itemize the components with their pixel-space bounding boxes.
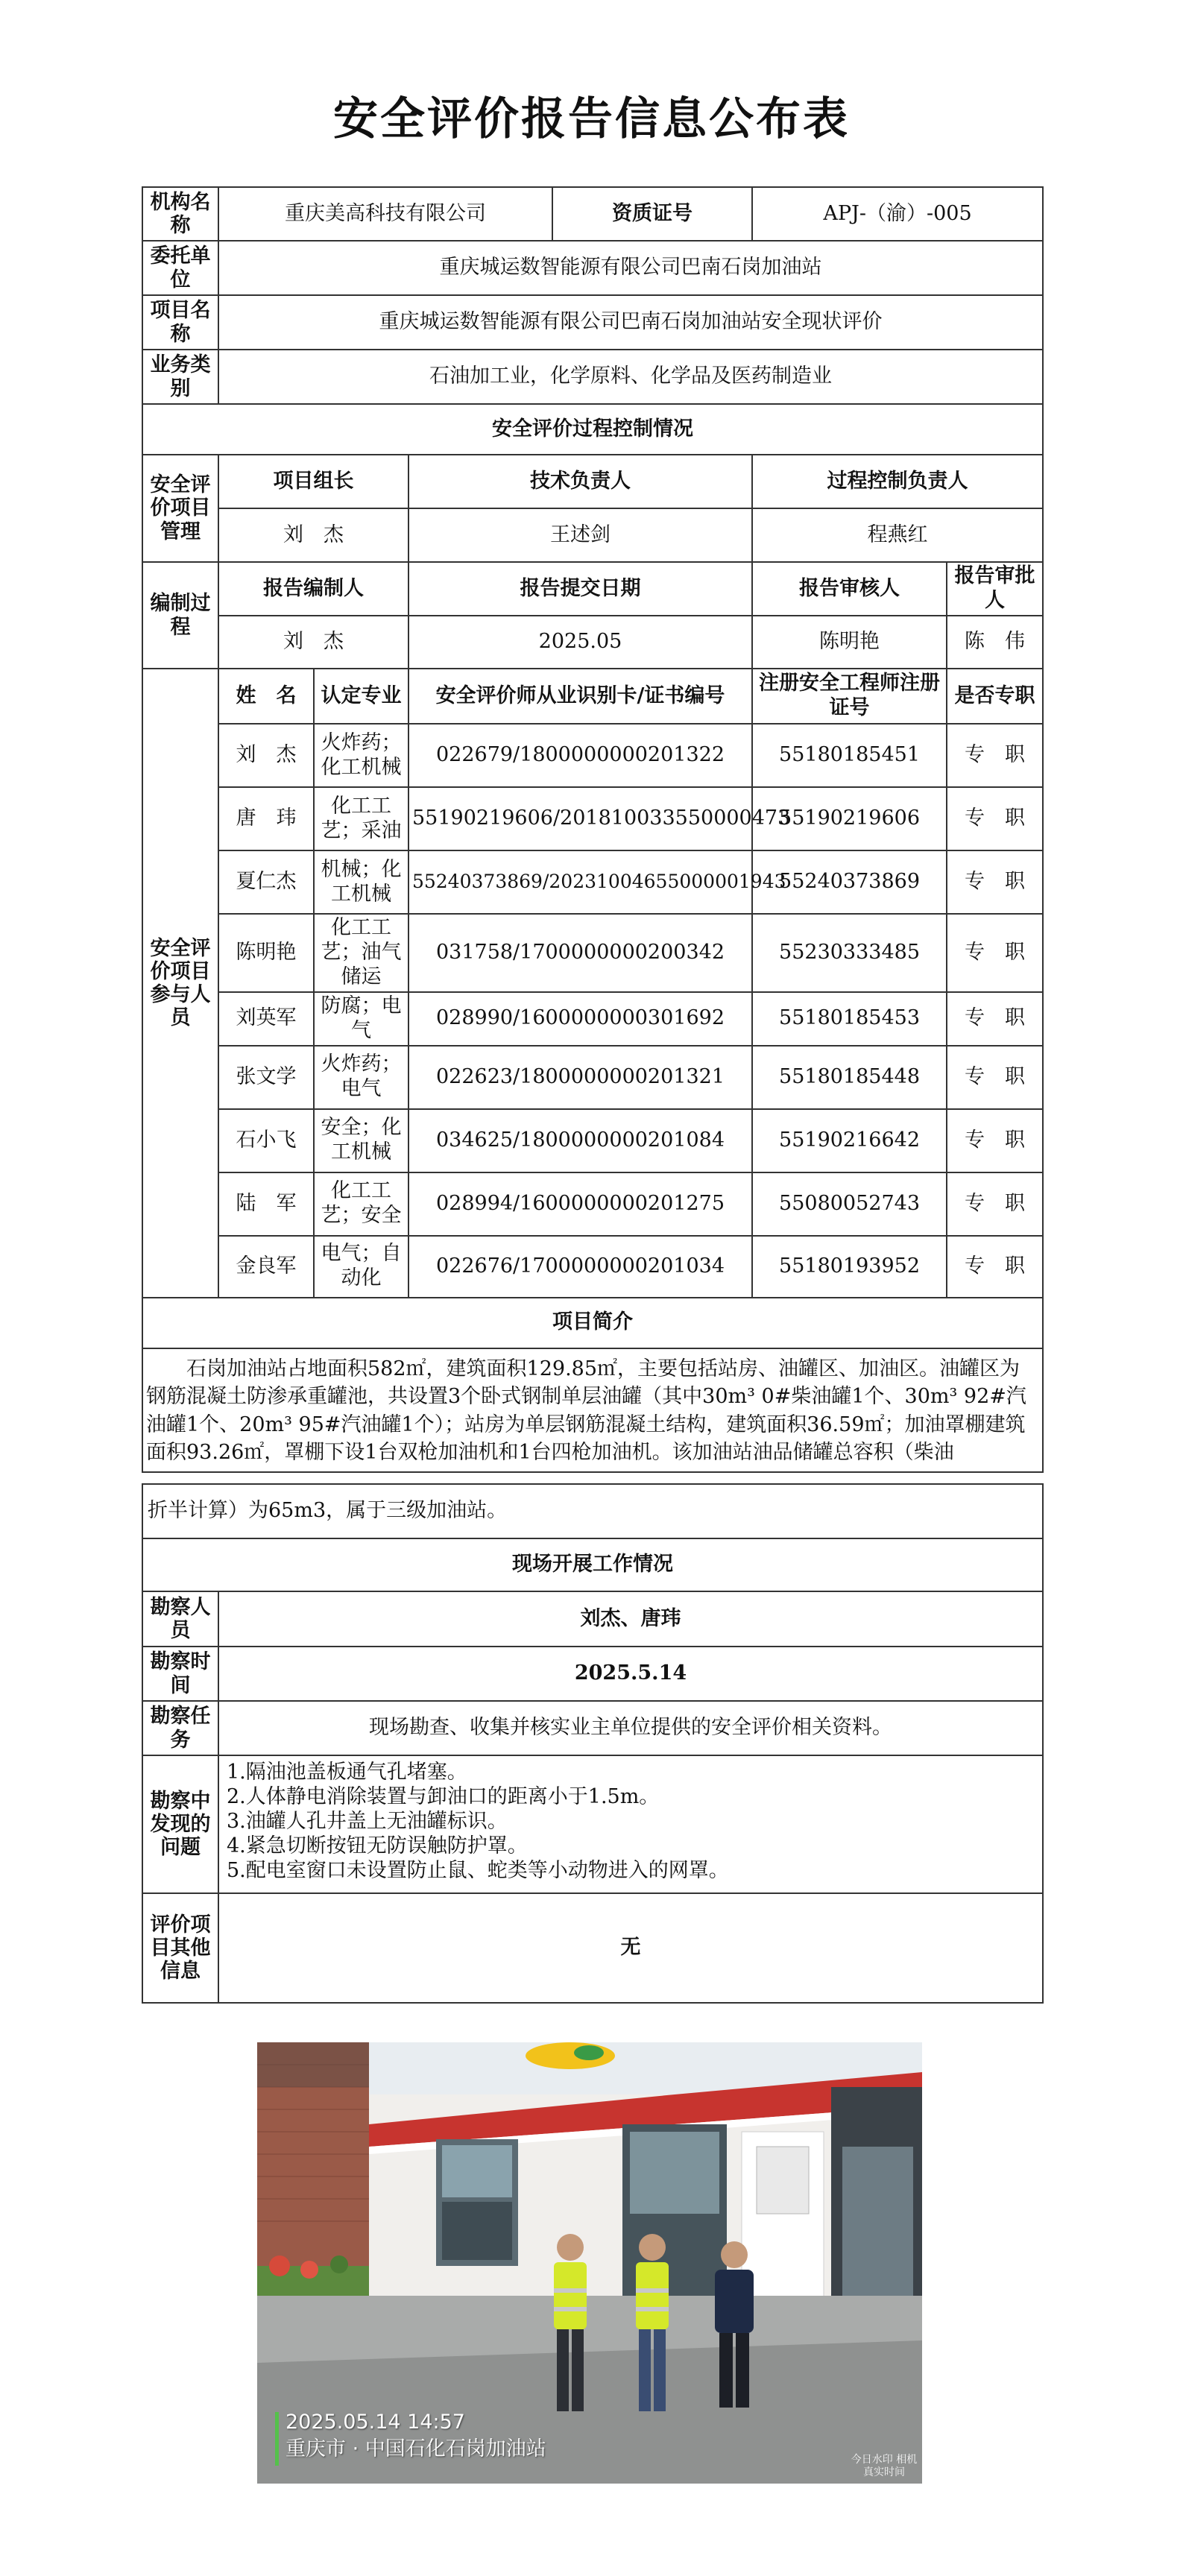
participant-card: 022679/1800000000201322 [408, 724, 752, 787]
intro-text-continued: 折半计算）为65m3，属于三级加油站。 [142, 1484, 1043, 1538]
participant-major: 安全；化工机械 [314, 1109, 408, 1172]
participant-row [142, 1172, 1043, 1236]
participant-row [142, 724, 1043, 787]
management-label: 安全评价项目管理 [142, 455, 218, 562]
project-value: 重庆城运数智能源有限公司巴南石岗加油站安全现状评价 [218, 295, 1043, 350]
other-info-label: 评价项目其他信息 [142, 1893, 218, 2003]
participants-label: 安全评价项目参与人员 [142, 669, 218, 1298]
client-value: 重庆城运数智能源有限公司巴南石岗加油站 [218, 241, 1043, 295]
participant-major: 火炸药；化工机械 [314, 724, 408, 787]
participant-row [142, 914, 1043, 992]
compile-author: 刘 杰 [218, 616, 408, 669]
participant-name: 刘 杰 [218, 724, 314, 787]
info-table [142, 186, 1044, 1473]
participant-major: 电气；自动化 [314, 1236, 408, 1298]
management-control: 程燕红 [752, 508, 1043, 562]
participant-row [142, 992, 1043, 1046]
participant-reg: 55080052743 [752, 1172, 947, 1236]
participant-name: 刘英军 [218, 992, 314, 1046]
intro-heading: 项目简介 [142, 1298, 1043, 1348]
compile-header-date: 报告提交日期 [408, 562, 752, 616]
participant-major: 化工工艺；采油 [314, 787, 408, 850]
participant-name: 唐 玮 [218, 787, 314, 850]
participant-fulltime: 专 职 [947, 787, 1043, 850]
participants-header-major: 认定专业 [314, 669, 408, 724]
page-title: 安全评价报告信息公布表 [333, 93, 850, 145]
participant-card: 55240373869/20231004655000001943 [408, 850, 752, 914]
problem-item: 2.人体静电消除装置与卸油口的距离小于1.5m。 [227, 1784, 660, 1808]
participant-row [142, 1109, 1043, 1172]
participant-fulltime: 专 职 [947, 724, 1043, 787]
compile-date: 2025.05 [408, 616, 752, 669]
participant-card: 031758/1700000000200342 [408, 914, 752, 992]
participant-name: 金良军 [218, 1236, 314, 1298]
cert-label: 资质证号 [552, 187, 752, 241]
compile-reviewer: 陈明艳 [752, 616, 947, 669]
management-header-control: 过程控制负责人 [752, 455, 1043, 508]
site-section-heading: 现场开展工作情况 [142, 1538, 1043, 1591]
participant-fulltime: 专 职 [947, 1046, 1043, 1109]
problem-item: 5.配电室窗口未设置防止鼠、蛇类等小动物进入的网罩。 [227, 1858, 729, 1882]
survey-time-value: 2025.5.14 [218, 1647, 1043, 1701]
participant-reg: 55190219606 [752, 787, 947, 850]
site-work-table [142, 1483, 1044, 2004]
management-header-leader: 项目组长 [218, 455, 408, 508]
participant-major: 机械；化工机械 [314, 850, 408, 914]
participant-name: 陆 军 [218, 1172, 314, 1236]
org-value: 重庆美高科技有限公司 [218, 187, 552, 241]
participant-reg: 55230333485 [752, 914, 947, 992]
survey-staff-value: 刘杰、唐玮 [218, 1591, 1043, 1647]
participants-header-reg: 注册安全工程师注册证号 [752, 669, 947, 724]
participant-fulltime: 专 职 [947, 1236, 1043, 1298]
participant-reg: 55180185448 [752, 1046, 947, 1109]
problems-list [218, 1755, 1043, 1893]
participant-name: 陈明艳 [218, 914, 314, 992]
participants-header-fulltime: 是否专职 [947, 669, 1043, 724]
client-label: 委托单位 [142, 241, 218, 295]
survey-staff-label: 勘察人员 [142, 1591, 218, 1647]
participant-fulltime: 专 职 [947, 914, 1043, 992]
compile-header-approver: 报告审批人 [947, 562, 1043, 616]
business-value: 石油加工业，化学原料、化学品及医药制造业 [218, 350, 1043, 404]
survey-task-value: 现场勘查、收集并核实业主单位提供的安全评价相关资料。 [218, 1701, 1043, 1755]
participant-card: 028990/1600000000301692 [408, 992, 752, 1046]
problem-item: 1.隔油池盖板通气孔堵塞。 [227, 1761, 467, 1784]
problems-label: 勘察中发现的问题 [142, 1755, 218, 1893]
participant-major: 防腐；电气 [314, 992, 408, 1046]
site-photo [257, 2042, 922, 2484]
management-tech: 王述剑 [408, 508, 752, 562]
photo-timestamp [286, 2409, 546, 2463]
other-info-value: 无 [218, 1893, 1043, 2003]
compile-label: 编制过程 [142, 562, 218, 669]
business-label: 业务类别 [142, 350, 218, 404]
watermark-logo: 今日水印 相机 真实时间 [851, 2454, 918, 2479]
compile-header-reviewer: 报告审核人 [752, 562, 947, 616]
management-header-tech: 技术负责人 [408, 455, 752, 508]
participant-reg: 55180185453 [752, 992, 947, 1046]
participant-major: 化工工艺；油气储运 [314, 914, 408, 992]
photo-datetime: 2025.05.14 14:57 [286, 2411, 465, 2434]
participant-major: 化工工艺；安全 [314, 1172, 408, 1236]
participant-row [142, 787, 1043, 850]
intro-text: 石岗加油站占地面积582㎡，建筑面积129.85㎡，主要包括站房、油罐区、加油区。油罐区为钢筋混凝土防渗承重罐池，共设置3个卧式钢制单层油罐（其中30m³ 0#柴油罐1个、30m³ 92#汽油罐1个、20m³ 95#汽油罐1个）；站房为单层钢筋混凝土结构，建筑面积36.59㎡；加油罩棚建筑面积93.26㎡，罩棚下设1台双枪加油机和1台四枪加油机。该加油站油品储罐总容积（柴油 [142, 1348, 1043, 1472]
participant-fulltime: 专 职 [947, 1109, 1043, 1172]
process-section-heading: 安全评价过程控制情况 [142, 404, 1043, 455]
participant-fulltime: 专 职 [947, 992, 1043, 1046]
participant-fulltime: 专 职 [947, 1172, 1043, 1236]
management-leader: 刘 杰 [218, 508, 408, 562]
participant-card: 022623/1800000000201321 [408, 1046, 752, 1109]
participant-card: 028994/1600000000201275 [408, 1172, 752, 1236]
participant-name: 张文学 [218, 1046, 314, 1109]
cert-value: APJ-（渝）-005 [752, 187, 1043, 241]
compile-header-author: 报告编制人 [218, 562, 408, 616]
timestamp-accent-bar [275, 2412, 279, 2466]
photo-location: 重庆市 · 中国石化石岗加油站 [286, 2437, 546, 2461]
participant-reg: 55190216642 [752, 1109, 947, 1172]
survey-time-label: 勘察时间 [142, 1647, 218, 1701]
problem-item: 3.油罐人孔井盖上无油罐标识。 [227, 1809, 508, 1833]
participants-header-name: 姓 名 [218, 669, 314, 724]
participant-reg: 55180193952 [752, 1236, 947, 1298]
participant-reg: 55180185451 [752, 724, 947, 787]
participants-header-card: 安全评价师从业识别卡/证书编号 [408, 669, 752, 724]
participant-row [142, 850, 1043, 914]
problem-item: 4.紧急切断按钮无防误触防护罩。 [227, 1834, 528, 1857]
participant-fulltime: 专 职 [947, 850, 1043, 914]
participant-reg: 55240373869 [752, 850, 947, 914]
participant-card: 55190219606/201810033550000473 [408, 787, 752, 850]
participant-row [142, 1046, 1043, 1109]
project-label: 项目名称 [142, 295, 218, 350]
participant-name: 石小飞 [218, 1109, 314, 1172]
participant-name: 夏仁杰 [218, 850, 314, 914]
survey-task-label: 勘察任务 [142, 1701, 218, 1755]
participant-card: 022676/1700000000201034 [408, 1236, 752, 1298]
org-label: 机构名称 [142, 187, 218, 241]
participant-major: 火炸药；电气 [314, 1046, 408, 1109]
participant-row [142, 1236, 1043, 1298]
compile-approver: 陈 伟 [947, 616, 1043, 669]
participant-card: 034625/1800000000201084 [408, 1109, 752, 1172]
